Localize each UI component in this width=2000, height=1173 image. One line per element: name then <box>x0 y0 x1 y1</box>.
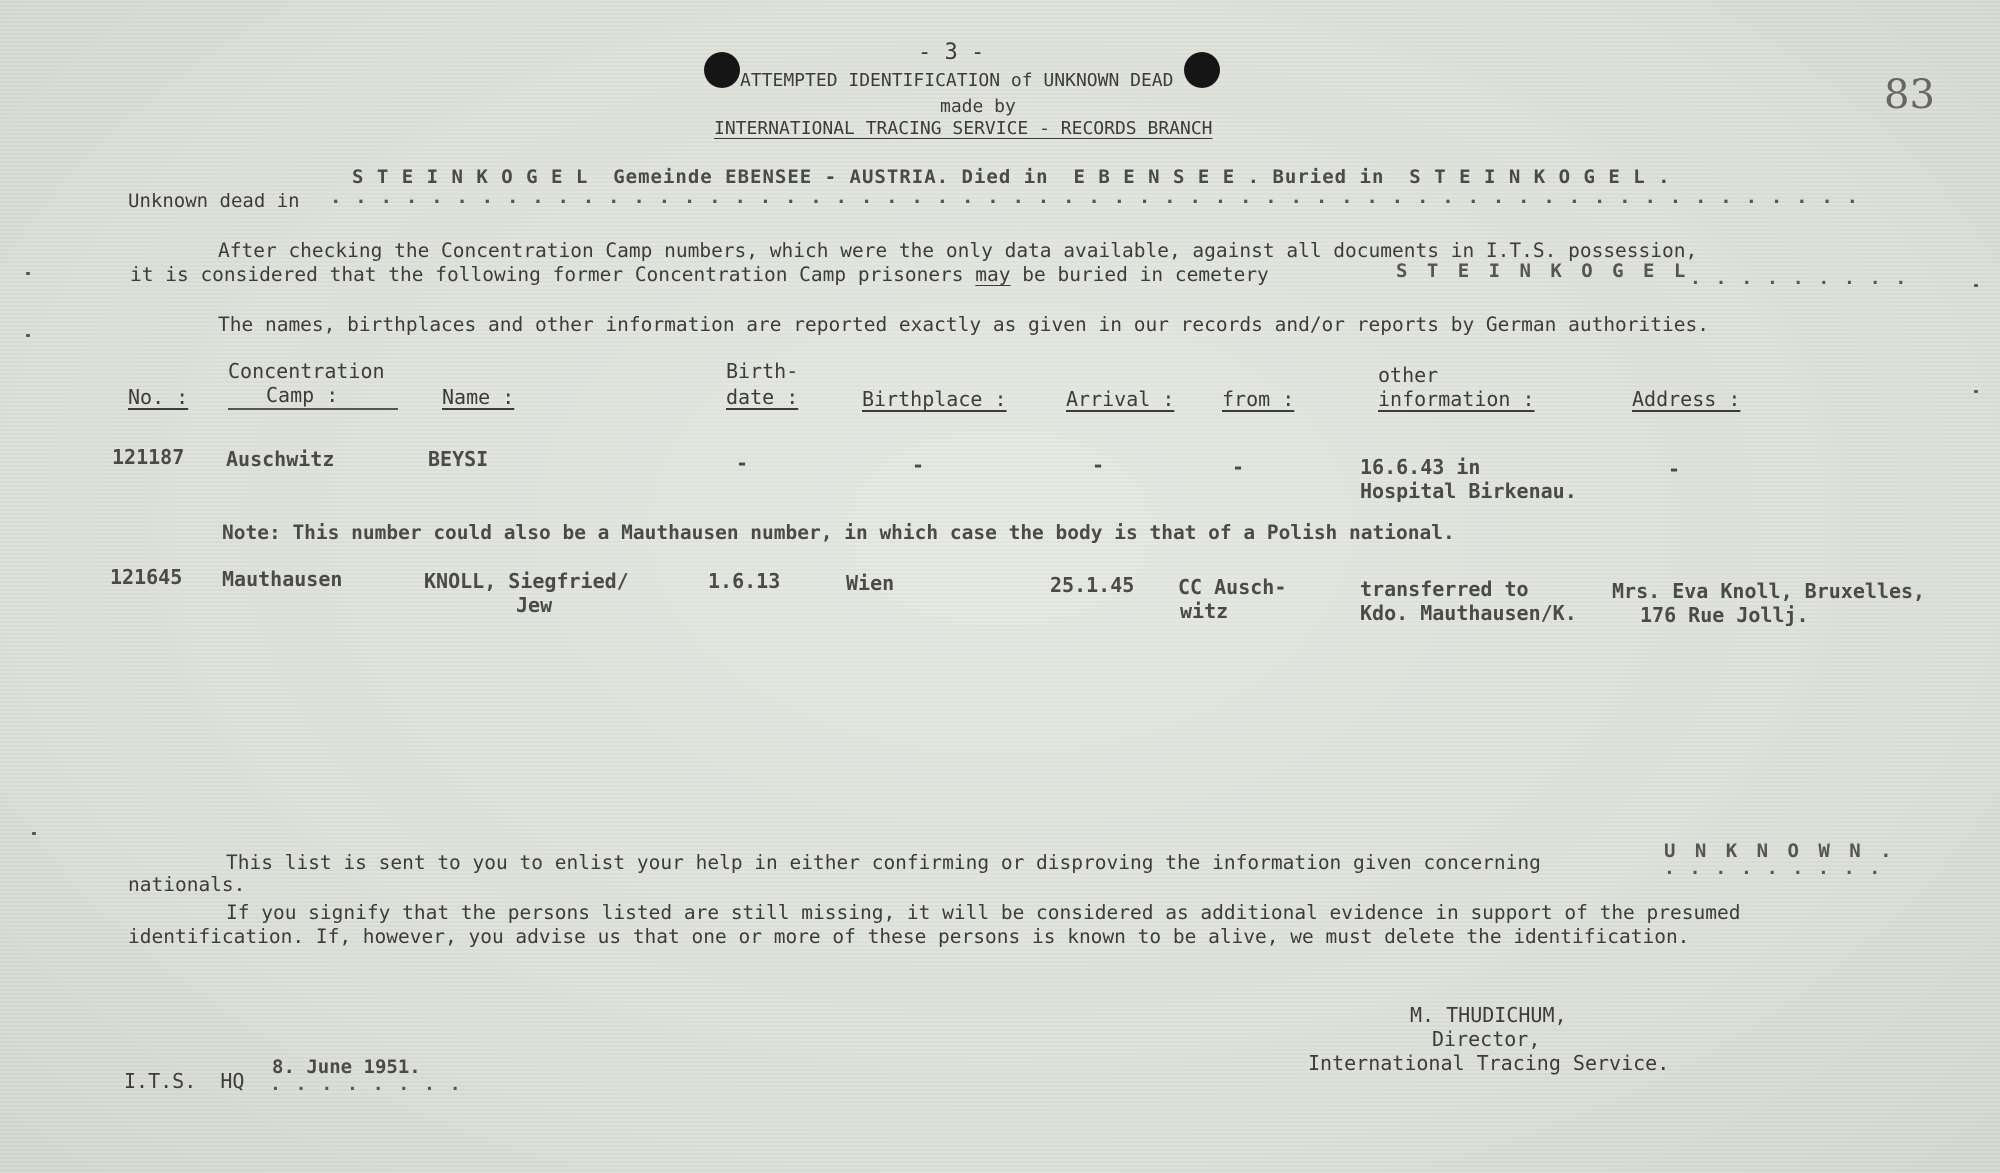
column-camp-bottom: Camp : <box>266 383 339 407</box>
record-from: CC Ausch- <box>1178 575 1287 599</box>
footer-place: I.T.S. HQ <box>124 1069 245 1093</box>
record-name: KNOLL, Siegfried/ <box>424 569 629 593</box>
record-no: 121187 <box>112 445 185 469</box>
signatory-name: M. THUDICHUM, <box>1410 1003 1567 1027</box>
folio-number: 83 <box>1884 72 1935 118</box>
record-camp: Mauthausen <box>222 567 343 591</box>
margin-speck <box>1974 390 1978 393</box>
page-number: - 3 - <box>918 40 985 65</box>
organisation-heading: INTERNATIONAL TRACING SERVICE - RECORDS BRANCH <box>714 118 1213 139</box>
column-from: from : <box>1222 387 1295 411</box>
record-birthdate: - <box>736 451 749 475</box>
signatory-organisation: International Tracing Service. <box>1308 1051 1670 1075</box>
intro-line-2-start: it is considered that the following former Concentration Camp prisoners <box>130 263 976 286</box>
column-birthdate-bottom: date : <box>726 385 799 409</box>
column-birthdate-top: Birth- <box>726 359 799 383</box>
intro-may: may <box>975 263 1011 286</box>
column-name: Name : <box>442 385 515 409</box>
record-birthplace: Wien <box>846 571 895 595</box>
closing-line-4: identification. If, however, you advise us that one or more of these persons is known to be alive, we must delete the identification. <box>128 925 1690 948</box>
column-other-top: other <box>1378 363 1439 387</box>
record-address-line-2: 176 Rue Jollj. <box>1640 603 1809 627</box>
column-arrival: Arrival : <box>1066 387 1175 411</box>
record-birthdate: 1.6.13 <box>708 569 781 593</box>
record-birthplace: - <box>912 453 925 477</box>
record-no: 121645 <box>110 565 183 589</box>
footer-date: 8. June 1951. <box>272 1056 421 1078</box>
column-no: No. : <box>128 385 189 409</box>
cemetery-name: S T E I N K O G E L <box>1396 260 1690 282</box>
intro-line-1: After checking the Concentration Camp numbers, which were the only data available, against all documents in I.T.S. possession, <box>218 239 1698 262</box>
column-other-bottom: information : <box>1378 387 1535 411</box>
record-arrival: - <box>1092 453 1105 477</box>
column-address: Address : <box>1632 387 1741 411</box>
margin-speck <box>32 832 36 835</box>
record-from-line-2: witz <box>1180 599 1229 623</box>
record-name-line-2: Jew <box>516 593 553 617</box>
record-other-line-2: Hospital Birkenau. <box>1360 479 1577 503</box>
margin-speck <box>26 334 30 337</box>
record-other: 16.6.43 in <box>1360 455 1481 479</box>
intro-line-3: The names, birthplaces and other information are reported exactly as given in our records and/or reports by German authorities. <box>218 313 1709 336</box>
record-from: - <box>1232 455 1245 479</box>
record-other: transferred to <box>1360 577 1529 601</box>
closing-line-3: If you signify that the persons listed are still missing, it will be considered as additional evidence in support of the presumed <box>226 901 1741 924</box>
record-other-line-2: Kdo. Mauthausen/K. <box>1360 601 1577 625</box>
column-birthplace: Birthplace : <box>862 387 1007 411</box>
margin-speck <box>26 272 30 275</box>
record-address: - <box>1668 457 1681 481</box>
column-camp-top: Concentration <box>228 359 385 383</box>
record-note: Note: This number could also be a Mauthausen number, in which case the body is that of a Polish national. <box>222 521 1455 544</box>
intro-line-2 <box>130 264 1269 286</box>
made-by-text: made by <box>940 96 1016 117</box>
burial-location: S T E I N K O G E L Gemeinde EBENSEE - AUSTRIA. Died in E B E N S E E . Buried in S T E I N K O G E L . <box>352 166 1671 188</box>
location-leader-dots: . . . . . . . . . . . . . . . . . . . . . . . . . . . . . . . . . . . . . . . . . . . . . . . . . . . . . . . . . . . . . <box>330 186 1860 208</box>
punch-hole-left <box>704 52 740 88</box>
cemetery-dots: . . . . . . . . . <box>1690 268 1909 289</box>
signatory-role: Director, <box>1432 1027 1541 1051</box>
punch-hole-right <box>1184 52 1220 88</box>
record-address: Mrs. Eva Knoll, Bruxelles, <box>1612 579 1926 603</box>
margin-speck <box>1974 284 1978 287</box>
intro-line-2-end: be buried in cemetery <box>1010 263 1269 286</box>
closing-line-1: This list is sent to you to enlist your help in either confirming or disproving the information given concerning <box>226 851 1541 874</box>
record-arrival: 25.1.45 <box>1050 573 1135 597</box>
document-title: ATTEMPTED IDENTIFICATION of UNKNOWN DEAD <box>740 70 1174 91</box>
record-name: BEYSI <box>428 447 489 471</box>
footer-date-dots: . . . . . . . . <box>270 1074 463 1095</box>
closing-line-2: nationals. <box>128 873 246 896</box>
nationality-dots: . . . . . . . . . <box>1664 858 1883 879</box>
nationality: U N K N O W N . <box>1664 840 1896 862</box>
unknown-dead-label: Unknown dead in <box>128 190 300 212</box>
record-camp: Auschwitz <box>226 447 335 471</box>
column-camp-underline <box>228 408 398 410</box>
